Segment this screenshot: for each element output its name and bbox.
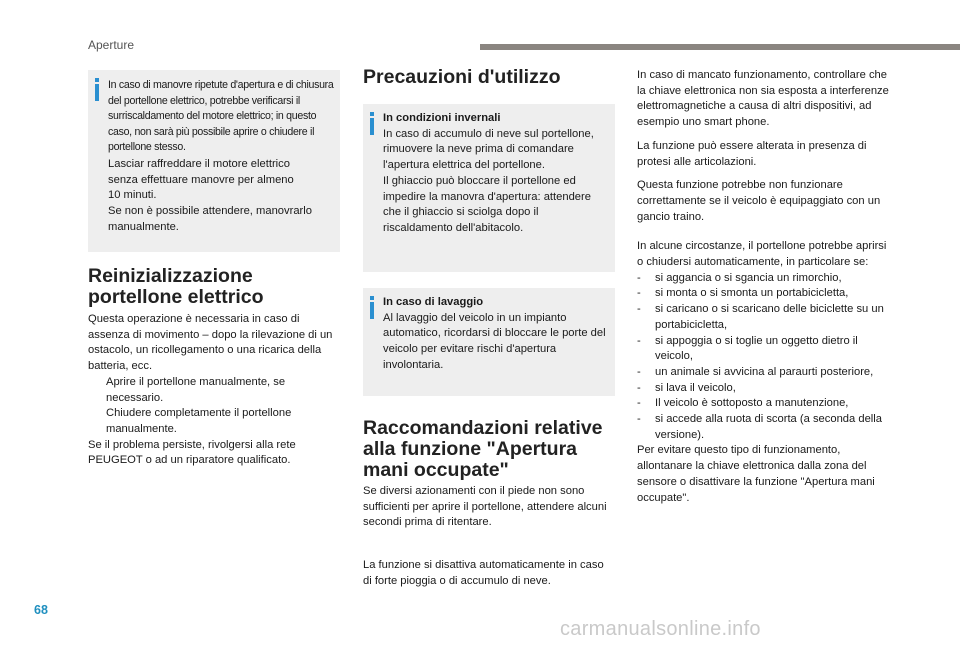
dash-marker: - <box>637 365 641 378</box>
wash-note-box <box>363 288 615 396</box>
paragraph: Questa funzione potrebbe non funzionare correttamente se il veicolo è equipaggiato con un gancio traino. <box>637 179 881 223</box>
info-icon <box>370 118 374 135</box>
note-line: senza effettuare manovre per almeno <box>108 173 294 186</box>
list-item <box>637 381 893 397</box>
page-number: 68 <box>34 603 48 617</box>
reset-intro: Questa operazione è necessaria in caso di assenza di movimento – dopo la rilevazione di un ostacolo, un ricollegamento o una ricarica della batteria, ecc. <box>88 313 333 373</box>
list-item <box>637 396 893 412</box>
dash-marker: - <box>637 287 641 300</box>
recommendation-text: La funzione si disattiva automaticamente in caso di forte pioggia o di accumulo di neve. <box>363 559 604 587</box>
paragraph: Per evitare questo tipo di funzionamento, allontanare la chiave elettronica dalla zona del sensore o disattivare la funzione "Apertura mani occupate". <box>637 444 875 504</box>
list-item <box>637 365 893 381</box>
paragraph: In alcune circostanze, il portellone potrebbe aprirsi o chiudersi automaticamente, in particolare se: <box>637 240 887 269</box>
paragraph: In caso di mancato funzionamento, controllare che la chiave elettronica non sia esposta a interferenze elettromagnetiche a causa di altri dispositivi, ad esempio uno smart phone. <box>637 69 889 129</box>
list-item-text: si appoggia o si toglie un oggetto dietro il veicolo, <box>655 334 858 363</box>
note-line: Lasciar raffreddare il motore elettrico <box>108 157 290 170</box>
precautions-heading: Precauzioni d'utilizzo <box>363 66 561 88</box>
dash-marker: - <box>637 413 641 426</box>
reset-outro: Se il problema persiste, rivolgersi alla rete PEUGEOT o ad un riparatore qualificato. <box>88 438 296 467</box>
list-item-text: un animale si avvicina al paraurti posteriore, <box>655 365 874 378</box>
recommendation-text: Se diversi azionamenti con il piede non sono sufficienti per aprire il portellone, attendere alcuni secondi prima di ritentare. <box>363 485 607 529</box>
list-item-text: si lava il veicolo, <box>655 381 736 394</box>
paragraph: La funzione può essere alterata in presenza di protesi alle articolazioni. <box>637 139 867 168</box>
reset-section <box>88 312 340 469</box>
list-item-text: Aprire il portellone manualmente, se necessario. <box>106 375 286 404</box>
list-item <box>637 286 893 302</box>
dash-marker: - <box>637 334 641 347</box>
header-bar <box>480 44 960 50</box>
info-icon <box>95 84 99 101</box>
info-icon <box>370 302 374 319</box>
wash-title: In caso di lavaggio <box>383 296 484 308</box>
list-item-text: si caricano o si scaricano delle biciclette su un portabicicletta, <box>655 303 884 331</box>
list-item <box>88 375 340 406</box>
winter-text: In caso di accumulo di neve sul portellone, rimuovere la neve prima di comandare l'apertura elettrica del portellone. <box>383 127 594 172</box>
list-item <box>637 334 893 365</box>
overheat-note-box <box>88 70 340 252</box>
conditions-section <box>637 68 893 506</box>
note-text: In caso di manovre ripetute d'apertura e di chiusura del portellone elettrico, potrebbe verificarsi il surriscaldamento del motore elettrico; in questo caso, non sarà più possibile aprire o chiudere il portellone stesso. <box>108 79 334 154</box>
list-item <box>88 406 340 437</box>
list-item <box>637 271 893 287</box>
list-item-text: si accede alla ruota di scorta (a seconda della versione). <box>655 413 882 441</box>
recommendations-heading: Raccomandazioni relative alla funzione "Apertura mani occupate" <box>363 417 603 481</box>
dash-marker: - <box>637 381 641 394</box>
list-item-text: si monta o si smonta un portabicicletta, <box>655 287 849 300</box>
winter-title: In condizioni invernali <box>383 112 501 124</box>
note-line: 10 minuti. <box>108 189 157 202</box>
wash-text: Al lavaggio del veicolo in un impianto automatico, ricordarsi di bloccare le porte del veicolo per evitare rischi d'apertura involontaria. <box>383 311 606 371</box>
list-item-text: si aggancia o si sgancia un rimorchio, <box>655 271 842 284</box>
list-item-text: Chiudere completamente il portellone manualmente. <box>106 407 292 435</box>
dash-marker: - <box>637 271 641 284</box>
note-line: Se non è possibile attendere, manovrarlo <box>108 205 312 218</box>
winter-note-box <box>363 104 615 272</box>
winter-text: Il ghiaccio può bloccare il portellone ed impedire la manovra d'apertura: attendere che il ghiaccio si sciolga dopo il riscaldamento dell'abitacolo. <box>383 174 591 234</box>
list-item <box>637 302 893 333</box>
list-item <box>637 412 893 443</box>
list-item-text: Il veicolo è sottoposto a manutenzione, <box>655 397 849 410</box>
section-label: Aperture <box>88 38 135 52</box>
dash-marker: - <box>637 303 641 316</box>
reset-heading: Reinizializzazione portellone elettrico <box>88 265 264 308</box>
dash-marker: - <box>637 397 641 410</box>
note-line: manualmente. <box>108 220 179 233</box>
watermark: carmanualsonline.info <box>560 618 761 640</box>
